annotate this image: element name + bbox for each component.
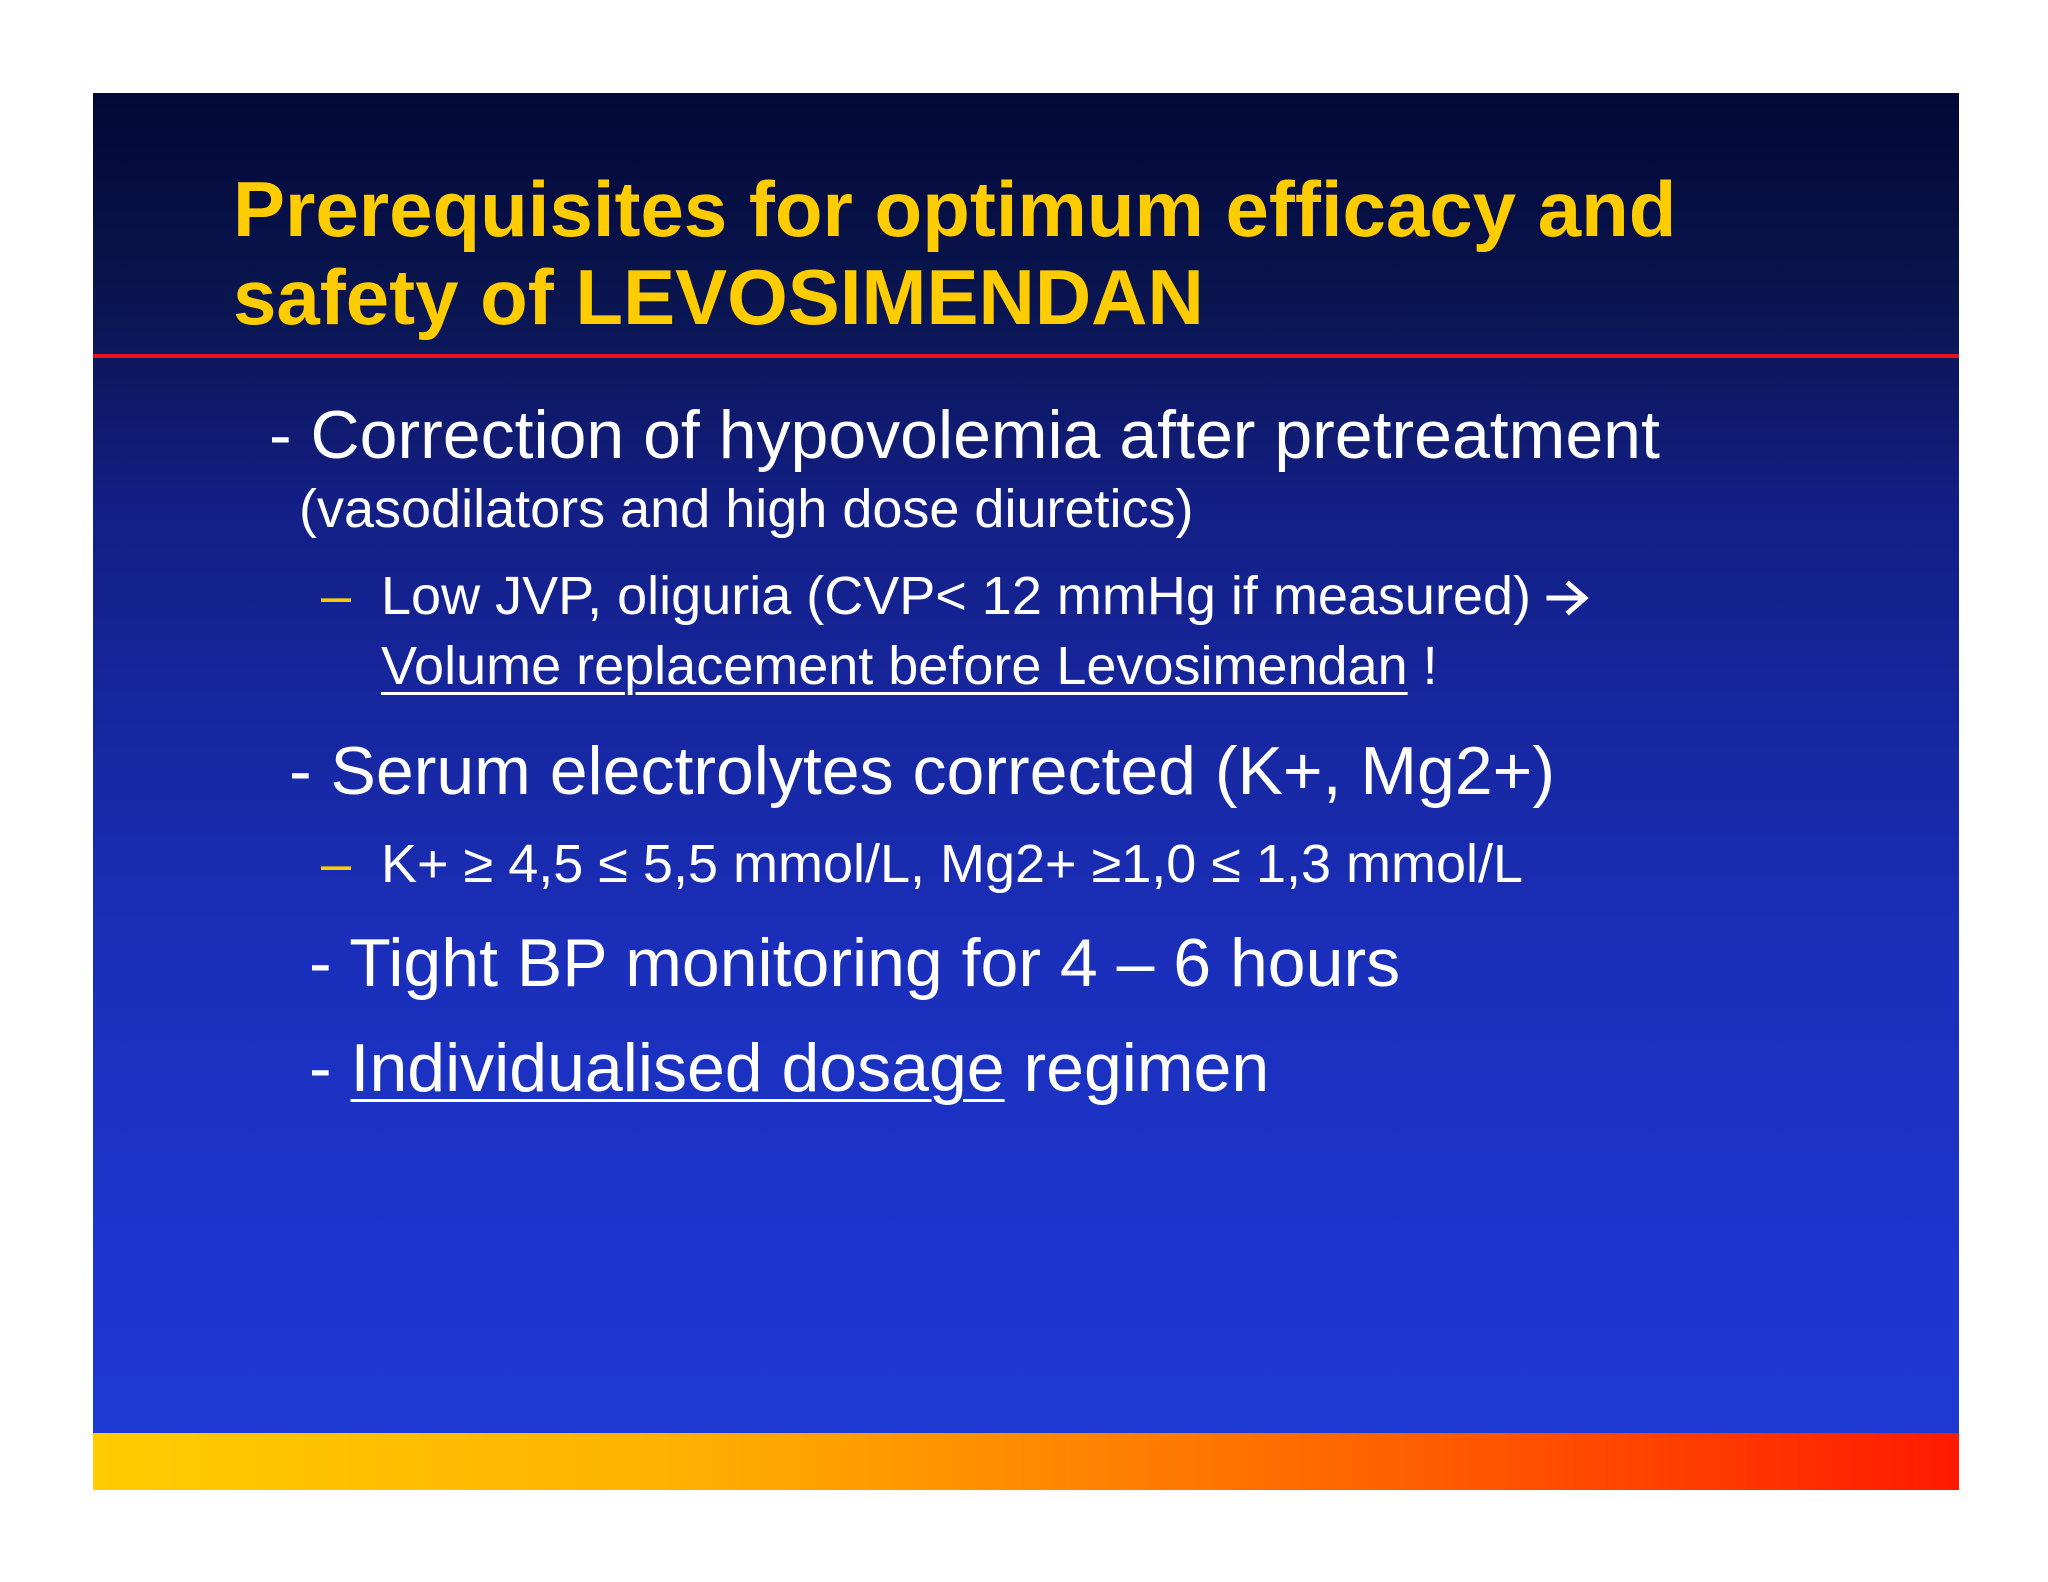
title-line-1: Prerequisites for optimum efficacy and bbox=[233, 165, 1677, 253]
slide-title bbox=[233, 165, 1883, 341]
volume-replacement-tail: ! bbox=[1407, 636, 1438, 696]
bullet-1-sub-dash: – bbox=[321, 566, 352, 626]
slide bbox=[93, 93, 1959, 1490]
bullet-1-subtext: (vasodilators and high dose diuretics) bbox=[299, 479, 1194, 539]
bullet-1-sub-line2 bbox=[381, 633, 1438, 699]
bullet-2-text: - Serum electrolytes corrected (K+, Mg2+) bbox=[289, 733, 1556, 809]
bullet-3-text: - Tight BP monitoring for 4 – 6 hours bbox=[309, 925, 1401, 1001]
bullet-1-sub-line1 bbox=[381, 563, 1591, 633]
individualised-dosage-underlined: Individualised dosage bbox=[350, 1030, 1005, 1106]
title-line-2: safety of LEVOSIMENDAN bbox=[233, 253, 1204, 341]
right-arrow-icon bbox=[1545, 567, 1591, 633]
bullet-4-text bbox=[309, 1028, 1269, 1108]
title-divider bbox=[93, 354, 1959, 358]
bullet-2-sub-dash: – bbox=[321, 834, 352, 894]
bullet-1-sub-line1-text: Low JVP, oliguria (CVP< 12 mmHg if measured) bbox=[381, 566, 1531, 626]
bullet-1-text: - Correction of hypovolemia after pretreatment bbox=[269, 397, 1660, 473]
bullet-4-prefix: - bbox=[309, 1030, 351, 1106]
footer-gradient-bar bbox=[93, 1433, 1959, 1490]
bullet-2-sub-line1: K+ ≥ 4,5 ≤ 5,5 mmol/L, Mg2+ ≥1,0 ≤ 1,3 mmol/L bbox=[381, 834, 1524, 894]
volume-replacement-underlined: Volume replacement before Levosimendan bbox=[381, 636, 1408, 696]
bullet-4-tail: regimen bbox=[1004, 1030, 1270, 1106]
